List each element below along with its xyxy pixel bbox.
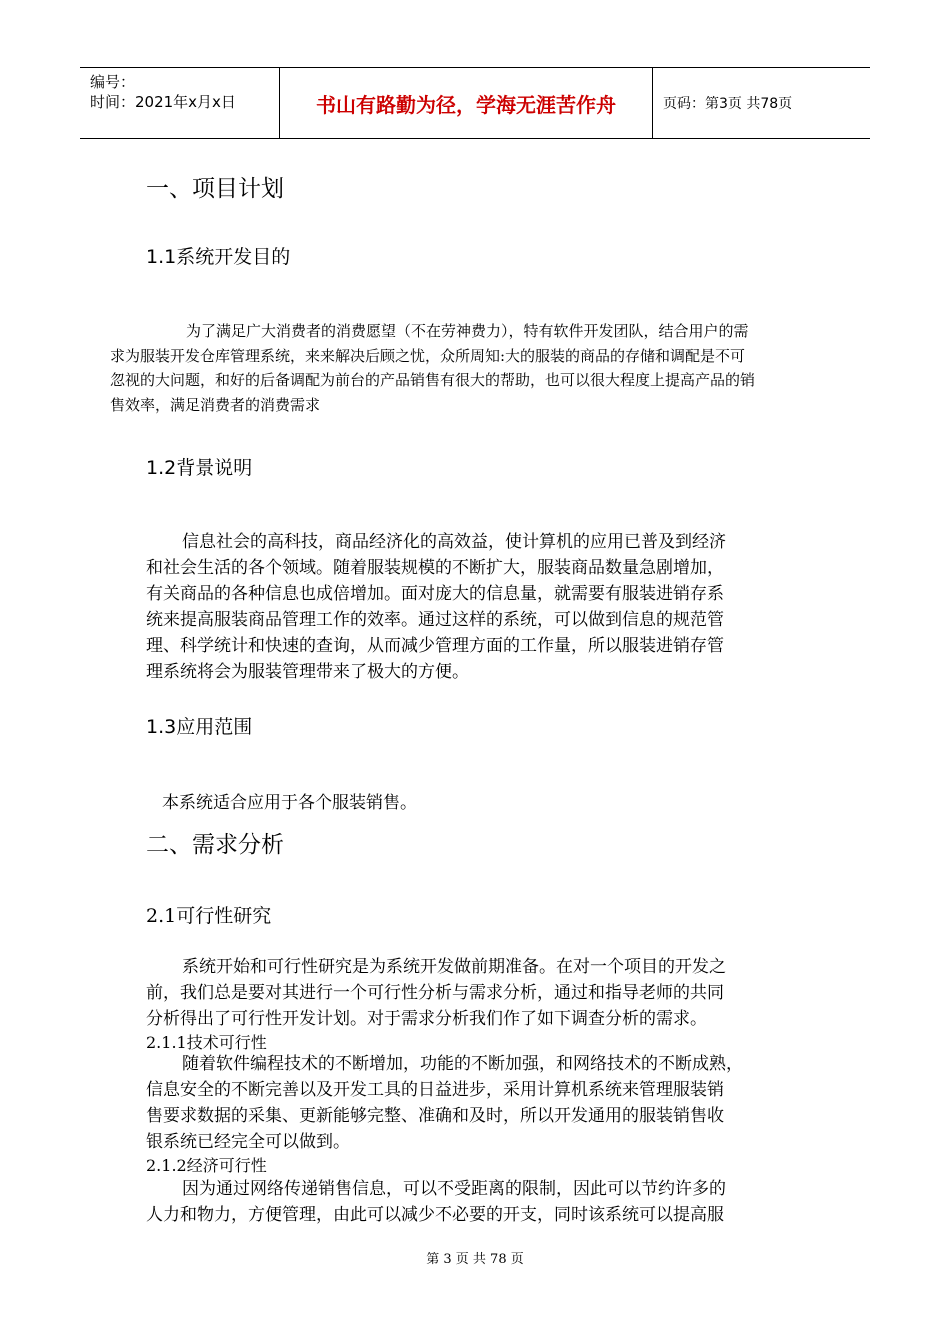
doc-time-label: 时间：2021年x月x日	[90, 93, 236, 111]
paragraph-line: 为了满足广大消费者的消费愿望（不在劳神费力），特有软件开发团队，结合用户的需	[186, 322, 749, 340]
paragraph-line: 随着软件编程技术的不断增加，功能的不断加强，和网络技术的不断成熟，	[182, 1054, 743, 1074]
section-2-1-title: 2.1可行性研究	[146, 905, 272, 927]
page-header	[80, 67, 870, 139]
section-1-3-paragraph: 本系统适合应用于各个服装销售。	[162, 793, 417, 813]
section-2-1-paragraph	[146, 954, 810, 1032]
page-footer: 第 3 页 共 78 页	[426, 1252, 524, 1267]
paragraph-line: 因为通过网络传递销售信息，可以不受距离的限制，因此可以节约许多的	[182, 1179, 726, 1199]
paragraph-line: 忽视的大问题，和好的后备调配为前台的产品销售有很大的帮助，也可以很大程度上提高产品的销	[110, 371, 756, 389]
header-motto: 书山有路勤为径，学海无涯苦作舟	[280, 68, 653, 138]
section-1-2-title: 1.2背景说明	[146, 457, 253, 479]
section-1-1-title: 1.1系统开发目的	[146, 246, 291, 268]
doc-number-label: 编号：	[90, 73, 136, 91]
paragraph-line: 统来提高服装商品管理工作的效率。通过这样的系统，可以做到信息的规范管	[146, 610, 724, 630]
paragraph-line: 理系统将会为服装管理带来了极大的方便。	[146, 662, 469, 682]
paragraph-line: 信息安全的不断完善以及开发工具的日益进步，采用计算机系统来管理服装销	[146, 1080, 724, 1100]
paragraph-line: 售要求数据的采集、更新能够完整、准确和及时，所以开发通用的服装销售收	[146, 1106, 724, 1126]
section-2-1-1-paragraph	[146, 1051, 810, 1155]
section-1-3-title: 1.3应用范围	[146, 716, 253, 738]
paragraph-line: 售效率，满足消费者的消费需求	[110, 395, 321, 414]
paragraph-line: 前，我们总是要对其进行一个可行性分析与需求分析，通过和指导老师的共同	[146, 983, 724, 1003]
paragraph-line: 有关商品的各种信息也成倍增加。面对庞大的信息量，就需要有服装进销存系	[146, 584, 724, 604]
header-page-info: 页码：第3页 共78页	[663, 96, 793, 112]
section-1-title: 一、项目计划	[146, 176, 284, 202]
header-meta	[80, 68, 280, 138]
paragraph-line: 人力和物力，方便管理，由此可以减少不必要的开支，同时该系统可以提高服	[146, 1205, 724, 1225]
paragraph-line: 分析得出了可行性开发计划。对于需求分析我们作了如下调查分析的需求。	[146, 1009, 707, 1029]
section-2-title: 二、需求分析	[146, 832, 284, 858]
paragraph-line: 求为服装开发仓库管理系统，来来解决后顾之忧，众所周知:大的服装的商品的存储和调配是不可	[110, 346, 746, 365]
section-2-1-2-paragraph	[146, 1176, 810, 1228]
paragraph-line: 银系统已经完全可以做到。	[146, 1132, 350, 1152]
section-1-1-paragraph	[110, 319, 835, 417]
section-2-1-1-title: 2.1.1技术可行性	[146, 1033, 267, 1052]
section-2-1-2-title: 2.1.2经济可行性	[146, 1156, 267, 1175]
paragraph-line: 信息社会的高科技，商品经济化的高效益，使计算机的应用已普及到经济	[182, 532, 726, 552]
paragraph-line: 理、科学统计和快速的查询，从而减少管理方面的工作量，所以服装进销存管	[146, 636, 724, 656]
paragraph-line: 和社会生活的各个领域。随着服装规模的不断扩大，服装商品数量急剧增加，	[146, 558, 724, 578]
section-1-2-paragraph	[146, 529, 810, 685]
paragraph-line: 系统开始和可行性研究是为系统开发做前期准备。在对一个项目的开发之	[182, 957, 726, 977]
